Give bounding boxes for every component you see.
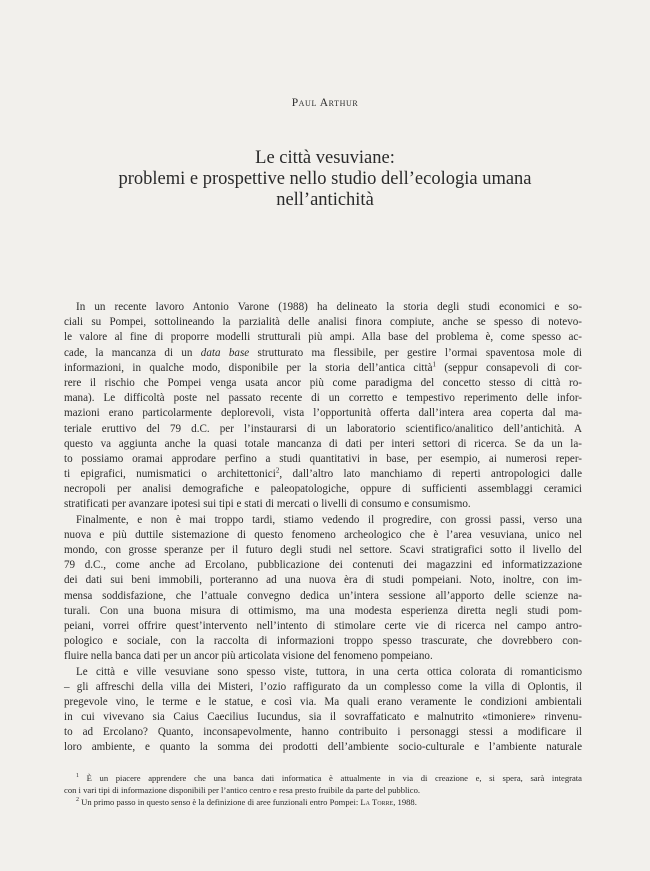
body-line: mensa soddisfazione, che l’attuale convegno dedica un’intera sessione all’apporto delle scienze na- [64, 589, 582, 602]
body-line: ciali su Pompei, sottolineando la parzialità delle analisi finora compiute, anche se spesso di notevo- [64, 316, 582, 329]
body-line: stratificati per avanzare ipotesi sui tipi e stati di mercati o livelli di consumo e consumismo. [64, 498, 471, 511]
body-text [64, 300, 582, 756]
body-line: teriale eruttivo del 79 d.C. per l’instaurarsi di un laboratorio scientifico/analitico dell’antichità. A [64, 422, 582, 435]
body-line: nuova e più duttile sistemazione di questo fenomeno archeologico che è l’area vesuviana, unico nel [64, 528, 582, 541]
body-line: fluire nella banca dati per un ancor più articolata visione del fenomeno pompeiano. [64, 650, 433, 663]
body-line: dei dati sui beni immobili, porteranno ad una nuova èra di studi pompeiani. Noto, inoltre, con im- [64, 574, 582, 587]
body-line: mana). Le difficoltà poste nel passato recente di un corretto e tempestivo reperimento delle infor- [64, 392, 582, 405]
body-line: questo va aggiunta anche la quasi totale mancanza di dati per interi settori di ricerca. Se da un la- [64, 437, 582, 450]
footnote-line: $^2$ Un primo passo in questo senso è la definizione di aree funzionali entro Pompei: La Torre, 1988. [76, 797, 417, 807]
body-line: to ad Ercolano? Quanto, inconsapevolmente, hanno contribuito i personaggi stessi a modificare il [64, 726, 582, 739]
body-line: 79 d.C., come anche ad Ercolano, pubblicazione dei contenuti dei magazzini ed informatizzazione [64, 559, 582, 572]
footnote-line: $^1$ È un piacere apprendere che una banca dati informatica è attualmente in via di creazione e, si spera, sarà integrata [76, 773, 582, 783]
body-line: ti epigrafici, numismatici o architettonici$^2$, dall’altro lato manchiamo di reperti antropologici dalle [64, 466, 582, 481]
body-line: In un recente lavoro Antonio Varone (1988) ha delineato la storia degli studi economici e so- [76, 301, 582, 313]
body-line: in cui vivevano sia Caius Caecilius Iucundus, sia il sovraffaticato e malnutrito «timoniere» rinvenu- [64, 711, 582, 724]
body-line: turali. Con una buona misura di ottimismo, ma una modesta esperienza diretta negli studi pom- [64, 604, 582, 617]
footnote-ref: 2 [275, 466, 280, 475]
body-line: pologico e sociale, con la raccolta di informazioni troppo spesso trascurate, che dovrebbero con- [64, 635, 582, 648]
body-line: le valore al fine di proporre modelli strutturali più ampi. Alla base del problema è, come spesso ac- [64, 331, 582, 344]
title-line: problemi e prospettive nello studio dell’ecologia umana [118, 169, 532, 189]
body-line: mondo, con grosse speranze per il futuro degli studi nel settore. Scavi stratigrafici sotto il livello del [64, 544, 582, 556]
body-line: rere il rischio che Pompei venga usata ancor più come paradigma del concetto stesso di città ro- [64, 376, 582, 389]
footnote-number: 2 [76, 797, 79, 804]
title-line: nell’antichità [276, 190, 374, 210]
body-line: Finalmente, e non è mai troppo tardi, stiamo vedendo il progredire, con grossi passi, verso una [76, 513, 582, 526]
footnotes [64, 772, 582, 808]
footnote-ref: 1 [432, 360, 437, 369]
body-line: informazioni, in qualche modo, disponibile per la storia dell’antica città$^1$ (seppur consapevoli di cor- [64, 360, 583, 374]
body-line: to possiamo oramai approdare perfino a studi quantitativi in base, per esempio, ai numerosi reper- [64, 452, 582, 465]
body-line: loro ambiente, e quanto la somma dei prodotti dell’ambiente socio-culturale e l’ambiente naturale [64, 741, 582, 754]
article-title [0, 148, 650, 211]
body-line: pregevole vino, le terme e le statue, e così via. Ma quali erano veramente le condizioni ambientali [64, 695, 582, 708]
body-line: cade, la mancanza di un data base strutturato ma flessibile, per gestire l’ormai spaventosa mole di [64, 346, 582, 359]
body-line: peiani, vorrei offrire quest’intervento nell’intento di stimolare certe vie di ricerca nel campo antro- [64, 619, 582, 632]
footnote-line: con i vari tipi di informazione disponibili per l’antico centro e resa presto fruibile da parte del pubblico. [64, 785, 421, 795]
body-line: – gli affreschi della villa dei Misteri, l’ozio raffigurato da un complesso come la villa di Oplontis, il [64, 680, 582, 693]
citation-author: La Torre [360, 797, 394, 807]
title-line: Le città vesuviane: [255, 148, 395, 168]
body-line: necropoli per analisi demografiche e paleopatologiche, oppure di sufficienti assemblaggi ceramici [64, 483, 582, 496]
footnote-number: 1 [76, 773, 79, 780]
body-line: mazioni erano particolarmente deplorevoli, vista l’opportunità offerta dall’intera area coperta dal ma- [64, 407, 582, 420]
author-name: Paul Arthur [291, 97, 359, 109]
body-line: Le città e ville vesuviane sono spesso viste, tuttora, in una certa ottica colorata di romanticismo [76, 665, 582, 678]
italic-term: data base [200, 346, 250, 359]
